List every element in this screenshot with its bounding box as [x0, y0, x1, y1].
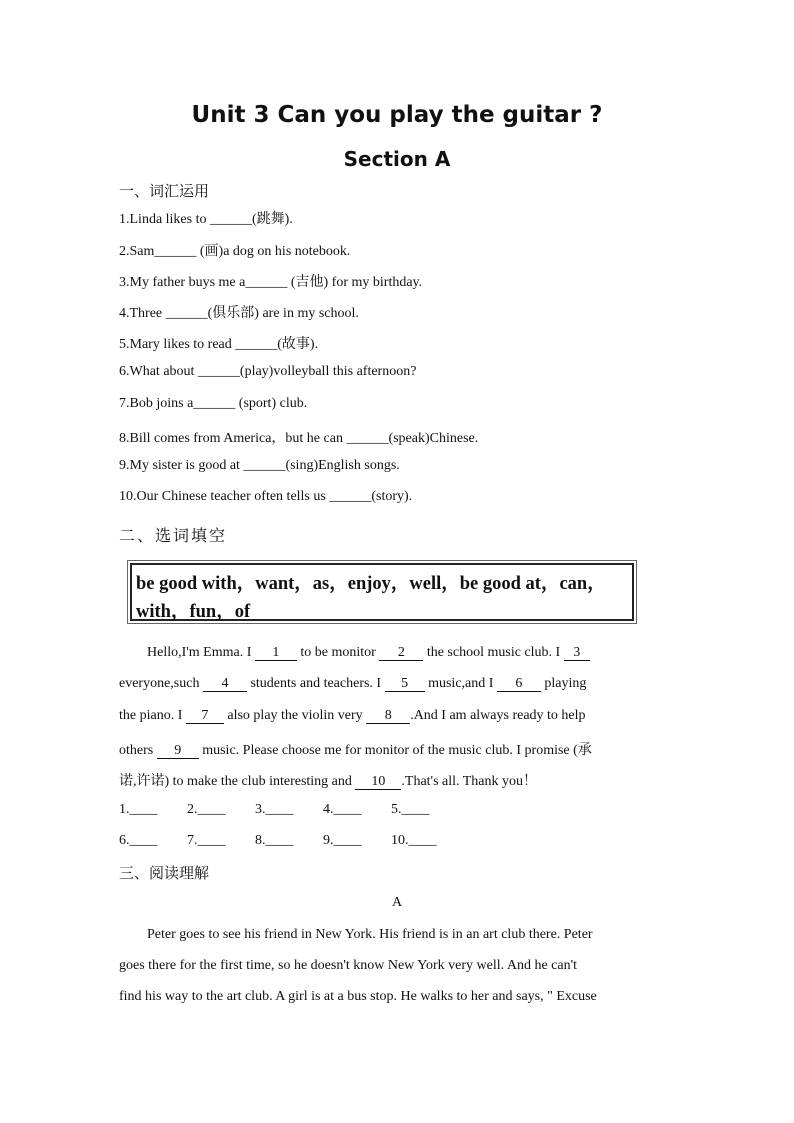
vocab-item: 2.Sam______ (画)a dog on his notebook.: [119, 244, 351, 259]
answer-slot: 6.____: [119, 833, 158, 848]
section-heading-word-choice: 二、选词填空: [119, 526, 228, 545]
word-bank-line: with，fun，of: [136, 602, 251, 622]
passage-text: .That's all. Thank you！: [401, 774, 538, 789]
vocab-item: 7.Bob joins a______ (sport) club.: [119, 396, 308, 411]
passage-line: [119, 770, 673, 790]
blank-10: 10: [355, 775, 401, 790]
blank-1: 1: [255, 646, 297, 661]
blank-7: 7: [186, 709, 224, 724]
blank-3: 3: [564, 646, 590, 661]
passage-text: playing: [540, 676, 587, 691]
answer-slot: 1.____: [119, 802, 158, 817]
section-heading-reading: 三、阅读理解: [119, 864, 210, 882]
blank-5: 5: [385, 677, 425, 692]
passage-text: everyone,such: [119, 676, 203, 691]
page-subtitle: Section A: [343, 147, 451, 171]
passage-line: [119, 708, 673, 724]
passage-text: music. Please choose me for monitor of the music club. I promise (承: [198, 743, 592, 758]
blank-8: 8: [366, 709, 410, 724]
vocab-item: 1.Linda likes to ______(跳舞).: [119, 212, 293, 227]
section-heading-vocabulary: 一、词汇运用: [119, 182, 210, 200]
passage-text: to be monitor: [296, 645, 380, 660]
reading-line: goes there for the first time, so he doesn't know New York very well. And he can't: [119, 958, 578, 973]
passage-text: Hello,I'm Emma. I: [147, 645, 255, 660]
passage-line: [119, 676, 673, 692]
vocab-item: 4.Three ______(俱乐部) are in my school.: [119, 306, 359, 321]
passage-text: students and teachers. I: [246, 676, 385, 691]
reading-text: Peter goes to see his friend in New York. His friend is in an art club there. Peter: [147, 927, 593, 942]
passage-text: the piano. I: [119, 708, 186, 723]
answer-slot: 9.____: [323, 833, 362, 848]
passage-text: .And I am always ready to help: [410, 708, 586, 723]
vocab-item: 8.Bill comes from America，but he can ______(speak)Chinese.: [119, 431, 479, 446]
answer-slot: 5.____: [391, 802, 430, 817]
passage-text: others: [119, 743, 157, 758]
vocab-item: 10.Our Chinese teacher often tells us ______(story).: [119, 489, 413, 504]
page-title: Unit 3 Can you play the guitar ?: [191, 102, 603, 128]
answer-slot: 3.____: [255, 802, 294, 817]
answer-slot: 7.____: [187, 833, 226, 848]
answer-slot: 2.____: [187, 802, 226, 817]
word-bank-box: [130, 563, 634, 621]
reading-line: find his way to the art club. A girl is at a bus stop. He walks to her and says, " Excuse: [119, 989, 597, 1004]
vocab-item: 9.My sister is good at ______(sing)English songs.: [119, 458, 400, 473]
passage-text: also play the violin very: [223, 708, 367, 723]
passage-text: music,and I: [424, 676, 497, 691]
passage-text: the school music club. I: [423, 645, 564, 660]
word-bank-line: be good with，want，as，enjoy，well，be good at，can，: [136, 574, 606, 594]
answer-slot: 8.____: [255, 833, 294, 848]
blank-2: 2: [379, 646, 423, 661]
passage-label: A: [391, 895, 403, 910]
reading-line: [119, 927, 673, 943]
blank-4: 4: [203, 677, 247, 692]
answer-slot: 10.____: [391, 833, 437, 848]
blank-9: 9: [157, 744, 199, 759]
blank-6: 6: [497, 677, 541, 692]
passage-text: 诺,许诺) to make the club interesting and: [119, 774, 356, 789]
passage-line: [119, 739, 673, 759]
vocab-item: 6.What about ______(play)volleyball this afternoon?: [119, 364, 417, 379]
vocab-item: 3.My father buys me a______ (吉他) for my birthday.: [119, 275, 423, 290]
answer-slot: 4.____: [323, 802, 362, 817]
vocab-item: 5.Mary likes to read ______(故事).: [119, 337, 319, 352]
passage-line: [119, 645, 673, 661]
